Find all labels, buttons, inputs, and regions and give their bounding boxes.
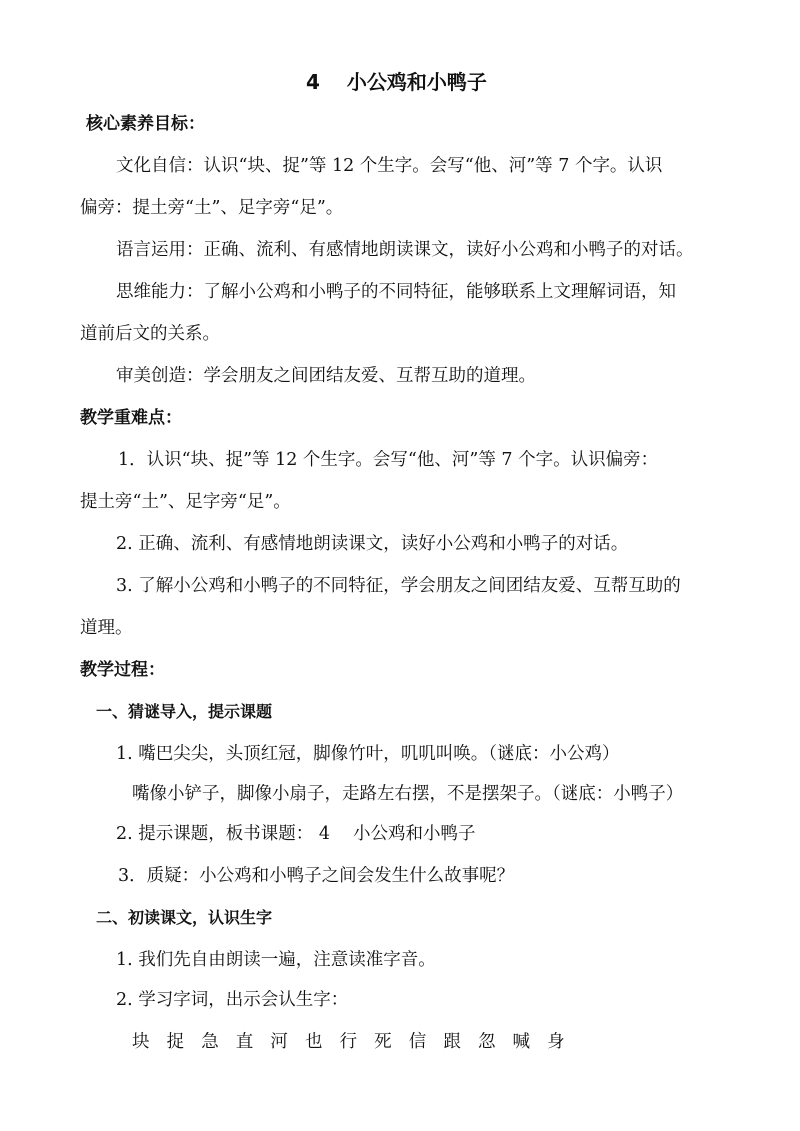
- key-points-line: 提土旁“土”、足字旁“足”。: [80, 492, 291, 512]
- part1-line: 3．质疑：小公鸡和小鸭子之间会发生什么故事呢？: [118, 866, 515, 886]
- part1-line: 嘴像小铲子，脚像小扇子，走路左右摆，不是摆架子。（谜底：小鸭子）: [132, 784, 684, 804]
- part1-line: 1. 嘴巴尖尖，头顶红冠，脚像竹叶，叽叽叫唤。（谜底：小公鸡）: [116, 744, 620, 764]
- new-character: 行: [339, 1032, 358, 1052]
- core-goals-line: 语言运用：正确、流利、有感情地朗读课文，读好小公鸡和小鸭子的对话。: [116, 240, 694, 260]
- new-character: 死: [374, 1032, 392, 1052]
- new-character: 喊: [512, 1032, 531, 1052]
- new-character: 河: [270, 1032, 288, 1052]
- key-points-line: 道理。: [80, 618, 133, 638]
- core-goals-line: 偏旁：提土旁“土”、足字旁“足”。: [80, 198, 344, 218]
- part2-line: 2. 学习字词，出示会认生字：: [116, 990, 349, 1010]
- part1-line: 2. 提示课题，板书课题： 4 小公鸡和小鸭子: [116, 824, 476, 844]
- core-goals-line: 文化自信：认识“块、捉”等 12 个生字。会写“他、河”等 7 个字。认识: [116, 156, 663, 176]
- new-character: 块: [132, 1032, 150, 1052]
- new-character: 也: [304, 1032, 323, 1052]
- process-heading: 教学过程：: [80, 660, 165, 680]
- new-characters-list: [132, 1030, 582, 1054]
- new-character: 跟: [443, 1032, 461, 1052]
- page-title: 4 小公鸡和小鸭子: [306, 70, 487, 94]
- new-character: 直: [235, 1032, 254, 1052]
- new-character: 急: [201, 1032, 219, 1052]
- key-points-line: 1．认识“块、捉”等 12 个生字。会写“他、河”等 7 个字。认识偏旁：: [118, 450, 659, 470]
- core-goals-line: 思维能力：了解小公鸡和小鸭子的不同特征，能够联系上文理解词语，知: [116, 282, 676, 302]
- part2-heading: 二、初读课文，认识生字: [96, 908, 273, 927]
- key-points-heading: 教学重难点：: [80, 408, 182, 428]
- new-character: 身: [547, 1032, 565, 1052]
- core-goals-heading: 核心素养目标：: [86, 114, 205, 134]
- part1-heading: 一、猜谜导入，提示课题: [96, 702, 273, 721]
- part2-line: 1. 我们先自由朗读一遍，注意读准字音。: [116, 950, 436, 970]
- key-points-line: 3. 了解小公鸡和小鸭子的不同特征，学会朋友之间团结友爱、互帮互助的: [116, 576, 681, 596]
- new-character: 忽: [477, 1032, 496, 1052]
- key-points-line: 2. 正确、流利、有感情地朗读课文，读好小公鸡和小鸭子的对话。: [116, 534, 629, 554]
- core-goals-line: 审美创造：学会朋友之间团结友爱、互帮互助的道理。: [116, 366, 536, 386]
- new-character: 捉: [166, 1032, 185, 1052]
- core-goals-line: 道前后文的关系。: [80, 324, 220, 344]
- new-character: 信: [408, 1032, 427, 1052]
